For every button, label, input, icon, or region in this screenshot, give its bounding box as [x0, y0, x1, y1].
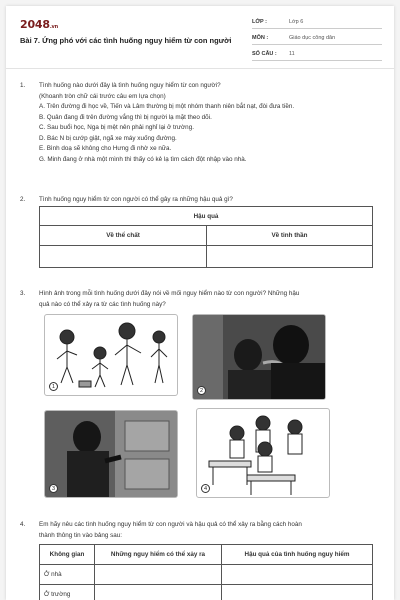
illustration-intruder	[44, 410, 178, 498]
meta-value: Giáo dục công dân	[289, 35, 336, 41]
answer-cell[interactable]	[95, 585, 222, 600]
question-text: quả nào có thể xảy ra từ các tình huống này?	[39, 300, 166, 308]
option-d[interactable]: D. Bác N bị cướp giật, ngã xe máy xuống đường.	[39, 134, 177, 142]
question-number: 4.	[20, 521, 26, 528]
meta-key: MÔN :	[252, 35, 269, 41]
answer-cell-physical[interactable]	[40, 246, 207, 268]
option-b[interactable]: B. Quân đang đi trên đường vắng thì bị người lạ mặt theo dõi.	[39, 113, 212, 121]
question-body	[39, 520, 384, 541]
column-physical: Về thể chất	[40, 226, 207, 246]
site-logo[interactable]	[20, 18, 58, 31]
column-space: Không gian	[40, 545, 95, 565]
option-e[interactable]: E. Bình doạ sẽ không cho Hưng đi nhờ xe nữa.	[39, 145, 172, 152]
illustration-bullying	[44, 314, 178, 396]
answer-cell[interactable]	[95, 565, 222, 585]
logo-suffix: .vn	[49, 24, 58, 30]
column-consequences: Hậu quả của tình huống nguy hiểm	[222, 545, 373, 565]
logo-text: 2048	[20, 18, 50, 31]
worksheet-page	[6, 6, 394, 600]
question-text: Tình huống nguy hiểm từ con người có thể gây ra những hậu quả gì?	[39, 196, 233, 203]
meta-value: Lớp 6	[289, 19, 304, 25]
meta-question-count	[252, 48, 382, 61]
picture-number: 3	[49, 484, 58, 493]
meta-subject	[252, 32, 382, 45]
table-header: Hậu quả	[40, 207, 373, 226]
question-number: 1.	[20, 82, 26, 89]
question-text: Em hãy nêu các tình huống nguy hiểm từ con người và hậu quả có thể xảy ra bằng cách hoàn	[39, 521, 302, 528]
answer-cell-mental[interactable]	[207, 246, 373, 268]
meta-key: LỚP :	[252, 19, 267, 25]
header-divider	[6, 68, 394, 69]
question-body	[39, 195, 384, 206]
row-label-school: Ở trường	[40, 585, 95, 600]
question-body	[39, 81, 384, 165]
question-instruction: (Khoanh tròn chữ cái trước câu em lựa chọn)	[39, 92, 166, 100]
column-mental: Về tinh thần	[207, 226, 373, 246]
option-c[interactable]: C. Sau buổi học, Nga bị mệt nên phải nghỉ lại ở trường.	[39, 124, 194, 131]
option-g[interactable]: G. Minh đang ở nhà một mình thì thấy có kẻ lạ tìm cách đột nhập vào nhà.	[39, 155, 247, 163]
question-number: 2.	[20, 196, 26, 203]
meta-grade	[252, 16, 382, 29]
illustration-abduction	[192, 314, 326, 400]
question-text: thành thông tin vào bảng sau:	[39, 531, 122, 539]
question-text: Tình huống nào dưới đây là tình huống nguy hiểm từ con người?	[39, 82, 221, 89]
abduction-drawing	[193, 315, 326, 400]
lesson-title: Bài 7. Ứng phó với các tình huống nguy hiểm từ con người	[20, 36, 232, 45]
classroom-drawing	[197, 409, 330, 498]
picture-number: 2	[197, 386, 206, 395]
question-body	[39, 289, 384, 310]
consequences-table	[39, 206, 373, 268]
question-number: 3.	[20, 290, 26, 297]
answer-cell[interactable]	[222, 565, 373, 585]
answer-cell[interactable]	[222, 585, 373, 600]
intruder-drawing	[45, 411, 178, 498]
worksheet-header	[6, 6, 394, 68]
meta-value: 11	[289, 51, 295, 57]
picture-number: 4	[201, 484, 210, 493]
column-dangers: Những nguy hiểm có thể xảy ra	[95, 545, 222, 565]
bullying-drawing	[45, 315, 178, 396]
row-label-home: Ở nhà	[40, 565, 95, 585]
danger-situations-table	[39, 544, 373, 600]
option-a[interactable]: A. Trên đường đi học về, Tiến và Lâm thường bị một nhóm thanh niên bắt nạt, đòi đưa tiền.	[39, 103, 295, 110]
picture-number: 1	[49, 382, 58, 391]
illustration-classroom	[196, 408, 330, 498]
question-text: Hình ảnh trong mỗi tình huống dưới đây nói về mối nguy hiểm nào từ con người? Những hậu	[39, 290, 300, 297]
meta-key: SỐ CÂU :	[252, 51, 277, 57]
